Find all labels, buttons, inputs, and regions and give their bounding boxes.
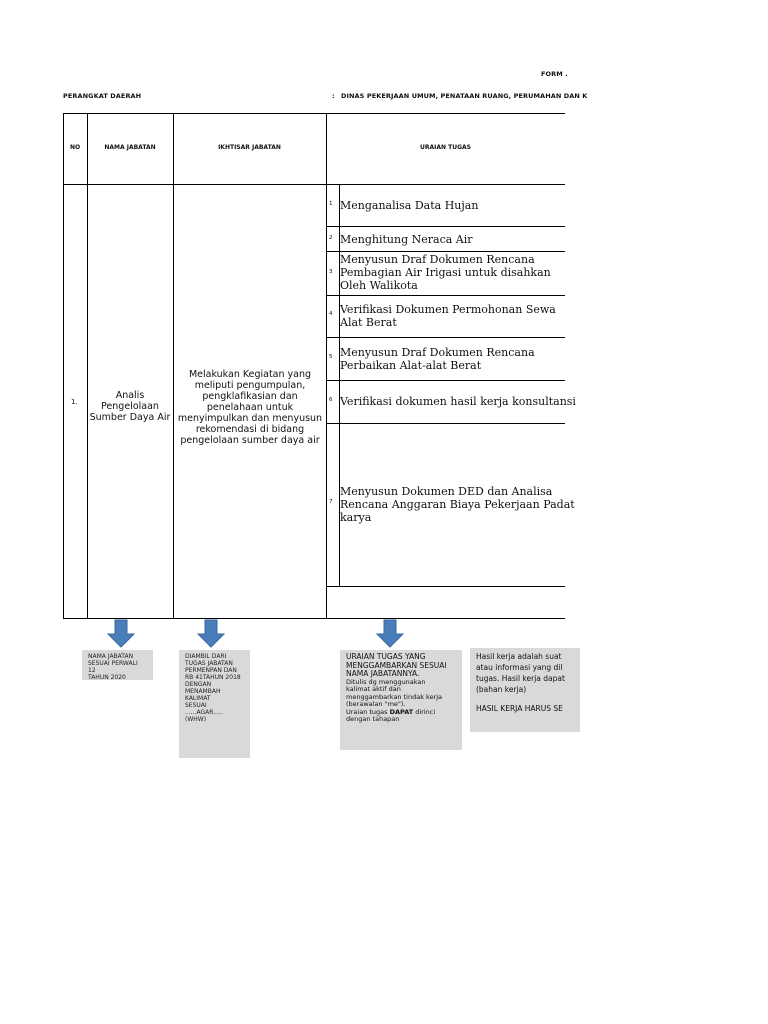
task-text: Menganalisa Data Hujan: [340, 199, 479, 212]
col-header-nama-jabatan: NAMA JABATAN: [104, 144, 156, 151]
note-hasil-kerja: Hasil kerja adalah suat atau informasi yang dil tugas. Hasil kerja dapat (bahan kerja) HASIL KERJA HARUS SE: [470, 648, 580, 732]
down-arrow-icon: [107, 620, 135, 648]
col-header-ikhtisar: IKHTISAR JABATAN: [218, 144, 281, 151]
task-number: 2: [329, 235, 333, 241]
task-text: Menghitung Neraca Air: [340, 233, 473, 246]
task-number: 3: [329, 269, 333, 275]
ikhtisar-cell: Melakukan Kegiatan yang meliputi pengumpulan, pengklafikasian dan penelahaan untuk menyimpulkan dan menyusun rekomendasi di bidang pengelolaan sumber daya air: [177, 369, 323, 446]
task-number: 7: [329, 499, 333, 505]
task-text: Menyusun Draf Dokumen Rencana Perbaikan Alat-alat Berat: [340, 346, 535, 372]
task-number: 5: [329, 354, 333, 360]
task-text: Verifikasi Dokumen Permohonan Sewa Alat Berat: [340, 303, 556, 329]
nama-jabatan-cell: Analis Pengelolaan Sumber Daya Air: [89, 390, 171, 423]
task-number: 4: [329, 311, 333, 317]
form-label: FORM .: [541, 70, 568, 78]
org-colon: :: [332, 92, 335, 100]
note-ikhtisar: DIAMBIL DARI TUGAS JABATAN PERMENPAN DAN RB 41TAHUN 2018 DENGAN MENAMBAH KALIMAT SESUAI ......AGAR..... (WHW): [179, 650, 250, 758]
col-header-uraian-tugas: URAIAN TUGAS: [420, 144, 471, 151]
row-number: 1.: [71, 398, 78, 406]
task-number: 6: [329, 397, 333, 403]
task-text: Menyusun Dokumen DED dan Analisa Rencana Anggaran Biaya Pekerjaan Padat karya: [340, 485, 575, 524]
task-text: Verifikasi dokumen hasil kerja konsultansi: [340, 395, 576, 408]
down-arrow-icon: [376, 620, 404, 648]
org-value: DINAS PEKERJAAN UMUM, PENATAAN RUANG, PERUMAHAN DAN K: [341, 92, 588, 100]
note-uraian-tugas: URAIAN TUGAS YANG MENGGAMBARKAN SESUAI NAMA JABATANNYA. Ditulis dg menggunakan kalimat aktif dan menggambarkan tindak kerja (berawalan "me"). Uraian tugas DAPAT dirinci dengan tahapan: [340, 650, 462, 750]
task-number: 1: [329, 201, 333, 207]
down-arrow-icon: [197, 620, 225, 648]
org-label: PERANGKAT DAERAH: [63, 92, 142, 100]
note-nama-jabatan: NAMA JABATAN SESUAI PERWALI 12 TAHUN 2020: [82, 650, 153, 680]
col-header-no: NO: [69, 144, 81, 151]
task-text: Menyusun Draf Dokumen Rencana Pembagian Air Irigasi untuk disahkan Oleh Walikota: [340, 253, 551, 292]
